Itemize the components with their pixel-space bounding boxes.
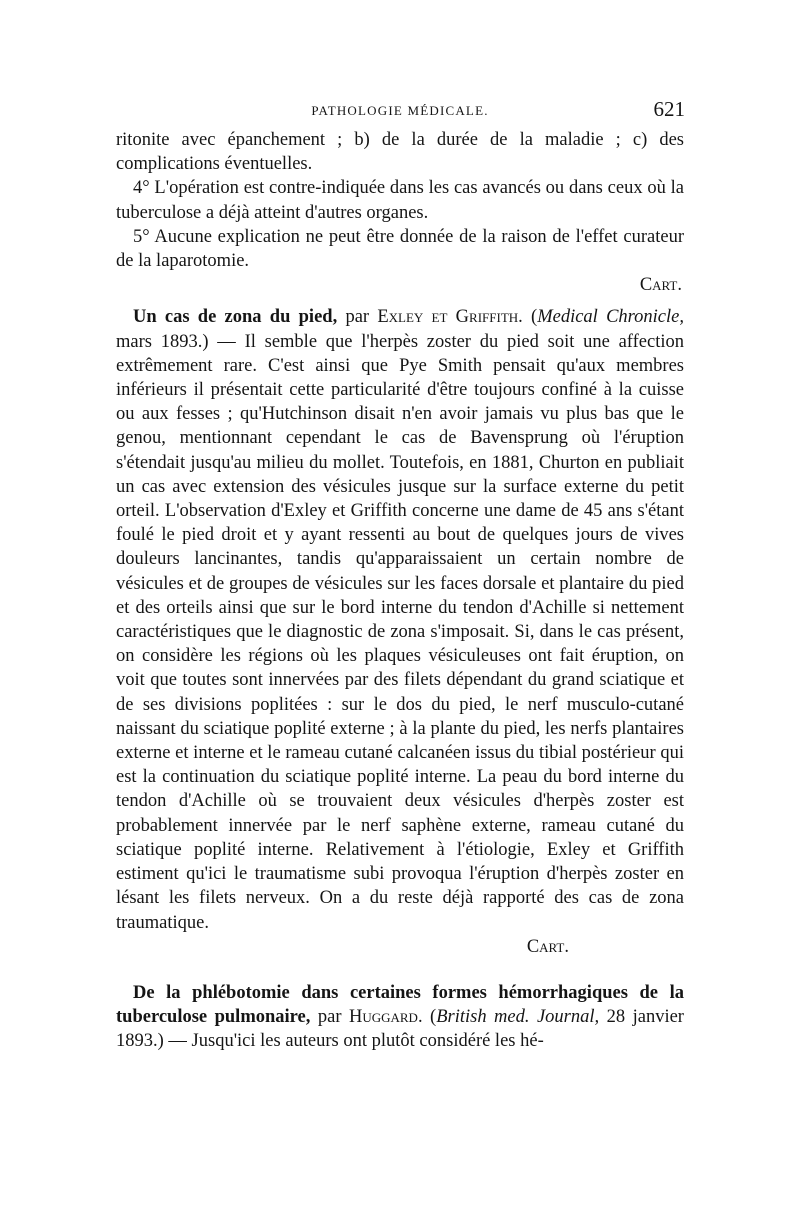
article-authors: Exley et Griffith: [377, 307, 519, 328]
article-body-zona: Il semble que l'herpès zoster du pied soit une affection extrêmement rare. C'est ainsi que Pye Smith pensait qu'aux membres inférieurs il présentait cette particularité d'être toujours confiné à la cuisse ou aux fesses ; qu'Hutchinson disait n'en avoir jamais vu plus bas que le genou, mentionnant cependant le cas de Bavensprung où l'éruption s'étendait jusqu'au milieu du mollet. Toutefois, en 1881, Churton en publiait un cas avec extension des vésicules jusque sur la surface externe du petit orteil. L'observation d'Exley et Griffith concerne une dame de 45 ans s'étant foulé le pied droit et y ayant ressenti au bout de quelques jours de vives douleurs lancinantes, tandis qu'apparaissaient un certain nombre de vésicules et de groupes de vésicules sur les faces dorsale et plantaire du pied et des orteils ainsi que sur le bord interne du tendon d'Achille si nettement caractéristiques que le diagnostic de zona s'imposait. Si, dans le cas présent, on considère les régions où les plaques vésiculeuses ont fait éruption, on voit que toutes sont innervées par des filets dépendant du grand sciatique et de ses divisions poplitées : sur le dos du pied, le nerf musculo-cutané naissant du sciatique poplité externe ; à la plante du pied, les nerfs plantaires externe et interne et le rameau cutané calcanéen issus du tibial postérieur qui est la continuation du sciatique poplité interne. La peau du bord interne du tendon d'Achille où se trouvaient deux vésicules d'herpès zoster est probablement innervée par le nerf saphène externe, rameau cutané du sciatique poplité interne. Relativement à l'étiologie, Exley et Griffith estiment qu'ici le traumatisme subi provoqua l'éruption d'herpès zoster en lésant les filets nerveux. On a du reste déjà rapporté des cas de zona traumatique.: [116, 331, 684, 933]
article-title-phlebotomie: De la phlébotomie dans certaines formes hémorrhagiques de la tuberculose pulmonaire,: [116, 982, 684, 1028]
article-phlebotomie: [116, 981, 684, 1054]
journal-name-2: British med. Journal,: [436, 1007, 600, 1028]
running-head: PATHOLOGIE MÉDICALE.: [311, 103, 489, 118]
journal-name: Medical Chronicle,: [537, 307, 684, 328]
par-text: par: [337, 307, 378, 328]
source-date-2: 28 janvier 1893.) —: [116, 1007, 684, 1052]
article-zona: [116, 305, 684, 934]
article-author-huggard: Huggard: [348, 1007, 418, 1028]
signature-cart-2: Cart.: [526, 936, 569, 957]
page-header: [115, 97, 685, 127]
body-text: [116, 128, 684, 1054]
article-title-zona: Un cas de zona du pied,: [133, 307, 338, 328]
source-date: mars 1893.) —: [116, 331, 245, 352]
continuation-paragraph-2: 4° L'opération est contre-indiquée dans les cas avancés ou dans ceux où la tuberculose a déjà atteint d'autres organes.: [116, 178, 684, 223]
par-text-2: par: [310, 1007, 349, 1028]
source-open: . (: [518, 307, 538, 328]
continuation-paragraph-1: ritonite avec épanchement ; b) de la durée de la maladie ; c) des complications éventuelles.: [116, 130, 684, 175]
signature-cart-1: Cart.: [639, 275, 682, 296]
page-number: 621: [653, 97, 685, 121]
continuation-paragraph-3: 5° Aucune explication ne peut être donnée de la raison de l'effet curateur de la laparotomie.: [116, 226, 684, 272]
source-open-2: . (: [417, 1007, 437, 1028]
article-body-phlebotomie: Jusqu'ici les auteurs ont plutôt considéré les hé-: [191, 1031, 544, 1052]
